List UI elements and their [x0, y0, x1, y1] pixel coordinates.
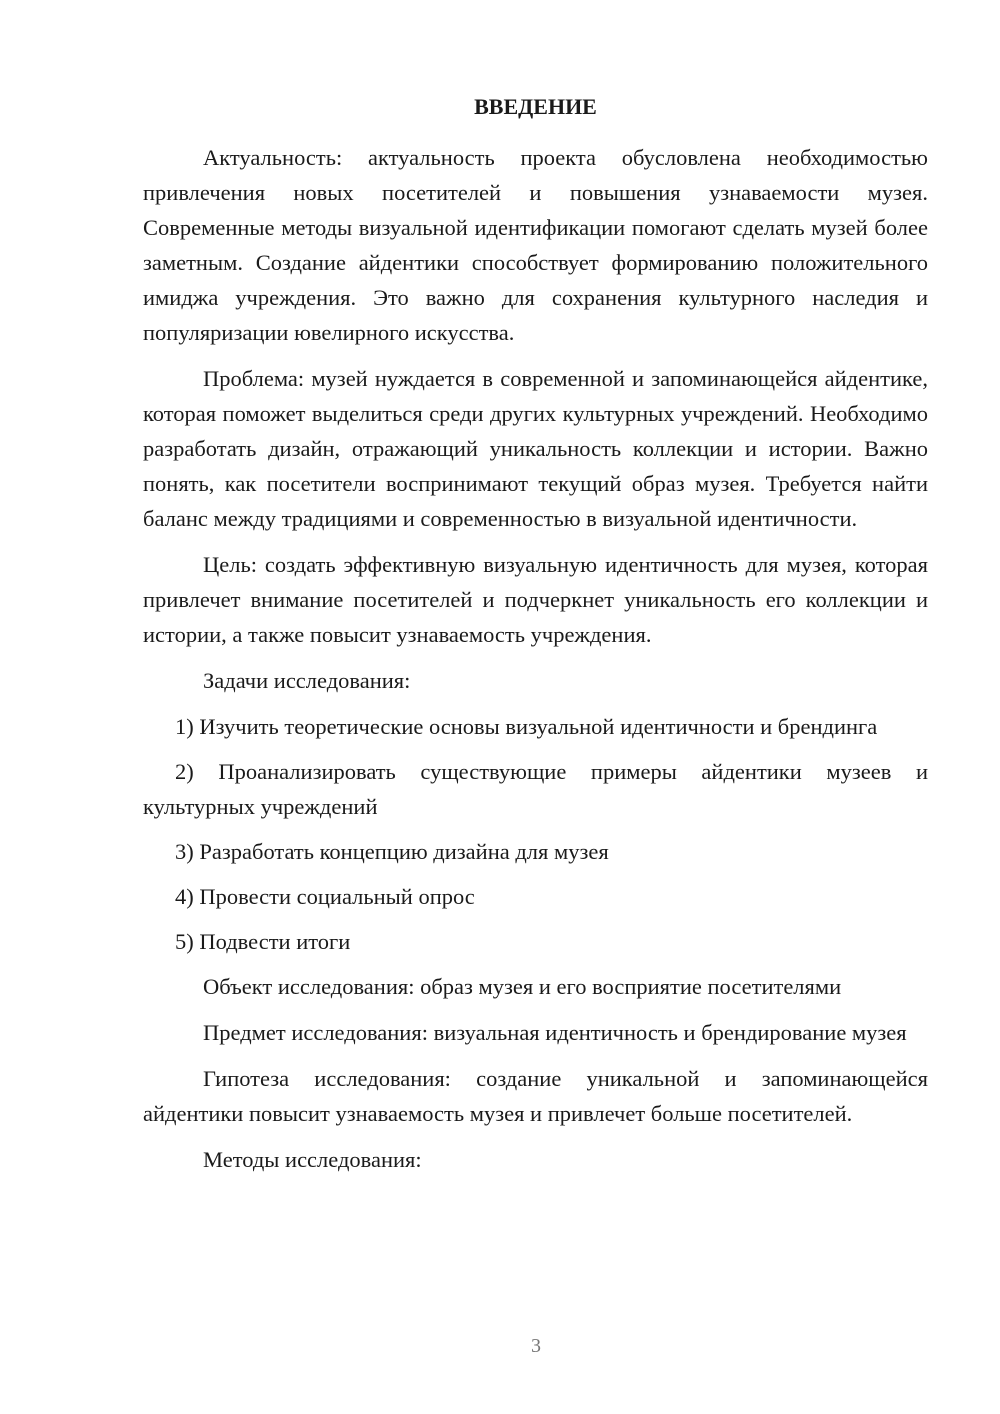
- paragraph-hypothesis: Гипотеза исследования: создание уникальной и запоминающейся айдентики повысит узнаваемость музея и привлечет больше посетителей.: [143, 1066, 928, 1126]
- paragraph-object: Объект исследования: образ музея и его восприятие посетителями: [203, 974, 842, 999]
- section-heading: ВВЕДЕНИЕ: [474, 94, 597, 119]
- paragraph-relevance: Актуальность: актуальность проекта обусловлена необходимостью привлечения новых посетителей и повышения узнаваемости музея. Современные методы визуальной идентификации помогают сделать музей более заметным. Создание айдентики способствует формированию положительного имиджа учреждения. Это важно для сохранения культурного наследия и популяризации ювелирного искусства.: [143, 145, 928, 345]
- list-item: 5) Подвести итоги: [175, 929, 351, 954]
- paragraph-methods-intro: Методы исследования:: [203, 1147, 422, 1172]
- page-number: 3: [531, 1335, 541, 1357]
- list-item: 3) Разработать концепцию дизайна для музея: [175, 839, 609, 864]
- paragraph-subject: Предмет исследования: визуальная идентичность и брендирование музея: [203, 1020, 907, 1045]
- paragraph-tasks-intro: Задачи исследования:: [203, 668, 411, 693]
- paragraph-goal: Цель: создать эффективную визуальную идентичность для музея, которая привлечет внимание посетителей и подчеркнет уникальность его коллекции и истории, а также повысит узнаваемость учреждения.: [143, 552, 928, 647]
- page-content: [143, 92, 928, 1188]
- list-item: 2) Проанализировать существующие примеры айдентики музеев и культурных учреждений: [143, 759, 928, 819]
- list-item: 1) Изучить теоретические основы визуальной идентичности и брендинга: [175, 714, 878, 739]
- tasks-list: [143, 709, 928, 959]
- list-item: 4) Провести социальный опрос: [175, 884, 475, 909]
- paragraph-problem: Проблема: музей нуждается в современной и запоминающейся айдентике, которая поможет выделиться среди других культурных учреждений. Необходимо разработать дизайн, отражающий уникальность коллекции и истории. Важно понять, как посетители воспринимают текущий образ музея. Требуется найти баланс между традициями и современностью в визуальной идентичности.: [143, 366, 928, 531]
